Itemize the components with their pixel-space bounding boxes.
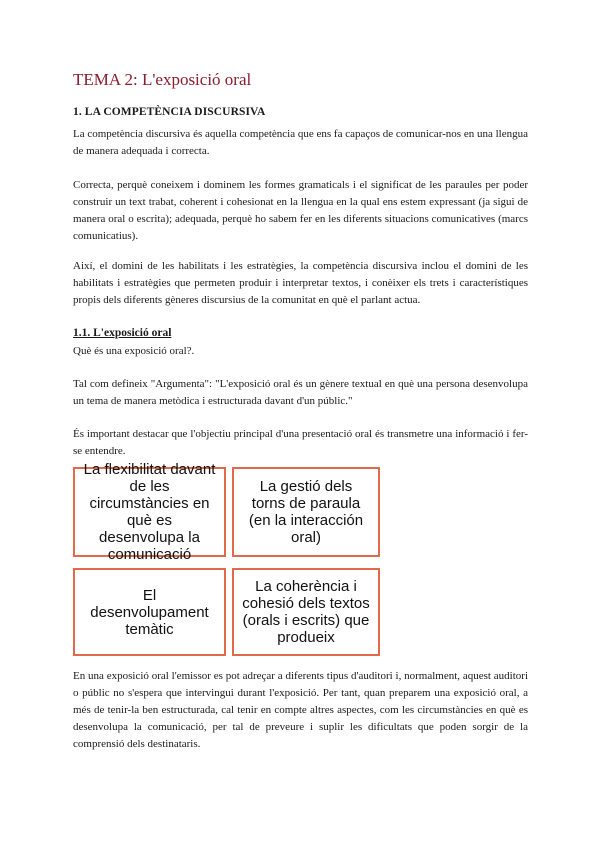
paragraph-auditori: En una exposició oral l'emissor es pot adreçar a diferents tipus d'auditori i, normalment, aquest auditori o públic no s'espera que intervingui durant l'exposició. Per tant, quan preparem una exposició oral, a més de tenir-la ben estructurada, cal tenir en compte altres aspectes, com les circumstàncies en què es desenvolupa la comunicació, per tal de preveure i suplir les dificultats que poden sorgir de la comprensió dels destinataris. (73, 670, 528, 750)
paragraph-definition: La competència discursiva és aquella competència que ens fa capaços de comunicar-nos en una llengua de manera adequada i correcta. (73, 128, 528, 157)
paragraph-correcta: Correcta, perquè coneixem i dominem les formes gramaticals i el significat de les paraules per poder construir un text trabat, coherent i cohesionat en la llengua en la qual ens estem expressant (ja sigui de manera oral o escrita); adequada, perquè ho sabem fer en les diferents situacions comunicatives (marcs comunicatius). (73, 179, 528, 242)
concept-box-torns: La gestió dels torns de paraula (en la interacción oral) (232, 467, 380, 557)
paragraph-objectiu: És important destacar que l'objectiu principal d'una presentació oral és transmetre una informació i fer-se entendre. (73, 428, 528, 457)
concept-box-desenvolupament: El desenvolupament temàtic (73, 568, 226, 656)
paragraph-argumenta: Tal com defineix "Argumenta": "L'exposició oral és un gènere textual en què una persona desenvolupa un tema de manera metòdica i estructurada davant d'un públic." (73, 378, 528, 407)
section-heading-competencia: 1. LA COMPETÈNCIA DISCURSIVA (73, 106, 266, 118)
concept-box-coherencia: La coherència i cohesió dels textos (orals i escrits) que produeix (232, 568, 380, 656)
paragraph-habilitats: Així, el domini de les habilitats i les estratègies, la competència discursiva inclou el domini de les habilitats i estratègies que permeten produir i interpretar textos, i conèixer els trets i característiques propis dels diferents gèneres discursius de la comunitat en què el parlant actua. (73, 260, 528, 306)
subsection-heading-exposicio: 1.1. L'exposició oral (73, 327, 172, 339)
paragraph-question: Què és una exposició oral?. (73, 345, 195, 357)
concept-box-flexibilitat: La flexibilitat davant de les circumstàncies en què es desenvolupa la comunicació (73, 467, 226, 557)
page-title: TEMA 2: L'exposició oral (73, 70, 252, 89)
